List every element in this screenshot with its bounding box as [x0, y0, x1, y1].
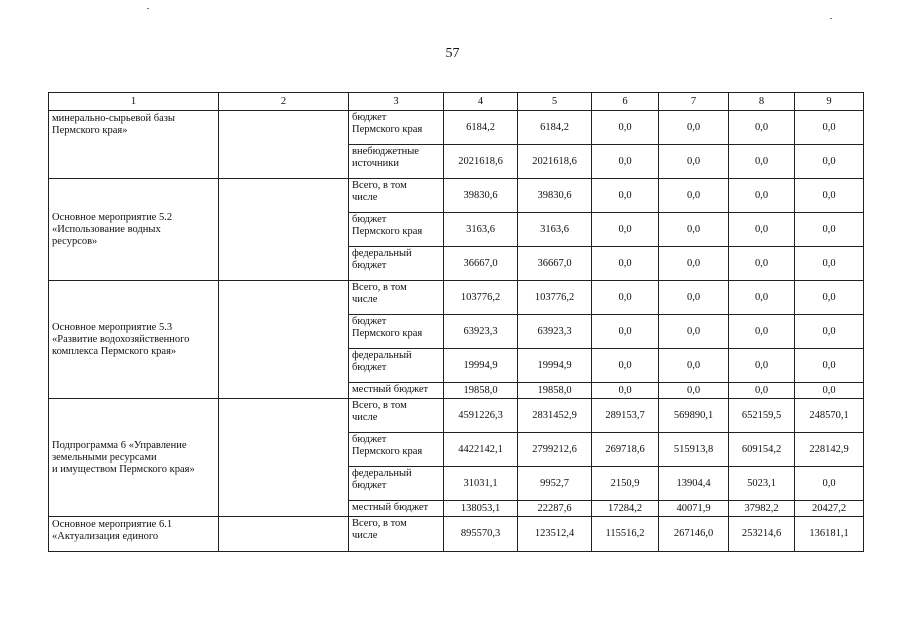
amount-cell: 115516,2	[592, 517, 659, 552]
funding-source: внебюджетные источники	[349, 145, 444, 179]
amount-cell: 0,0	[795, 145, 864, 179]
amount-cell: 37982,2	[729, 501, 795, 517]
amount-cell: 19858,0	[444, 383, 518, 399]
amount-cell: 0,0	[592, 145, 659, 179]
amount-cell: 895570,3	[444, 517, 518, 552]
amount-cell: 0,0	[795, 111, 864, 145]
column-header: 3	[349, 93, 444, 111]
column-number-row	[49, 93, 864, 111]
amount-cell: 0,0	[729, 349, 795, 383]
responsible-cell	[219, 517, 349, 552]
amount-cell: 0,0	[729, 145, 795, 179]
amount-cell: 0,0	[592, 315, 659, 349]
measure-name: Подпрограмма 6 «Управление земельными ресурсами и имуществом Пермского края»	[49, 399, 219, 517]
amount-cell: 19994,9	[518, 349, 592, 383]
funding-source: Всего, в том числе	[349, 517, 444, 552]
column-header: 9	[795, 93, 864, 111]
table-row	[49, 281, 864, 315]
table-row	[49, 111, 864, 145]
amount-cell: 569890,1	[659, 399, 729, 433]
table-row	[49, 517, 864, 552]
column-header: 8	[729, 93, 795, 111]
table-row	[49, 399, 864, 433]
measure-name: Основное мероприятие 5.2 «Использование водных ресурсов»	[49, 179, 219, 281]
funding-source: бюджет Пермского края	[349, 111, 444, 145]
column-header: 2	[219, 93, 349, 111]
funding-source: Всего, в том числе	[349, 281, 444, 315]
column-header: 6	[592, 93, 659, 111]
amount-cell: 17284,2	[592, 501, 659, 517]
amount-cell: 13904,4	[659, 467, 729, 501]
amount-cell: 269718,6	[592, 433, 659, 467]
amount-cell: 4422142,1	[444, 433, 518, 467]
amount-cell: 9952,7	[518, 467, 592, 501]
amount-cell: 0,0	[795, 349, 864, 383]
amount-cell: 19994,9	[444, 349, 518, 383]
amount-cell: 3163,6	[518, 213, 592, 247]
amount-cell: 138053,1	[444, 501, 518, 517]
table-body	[49, 111, 864, 552]
amount-cell: 4591226,3	[444, 399, 518, 433]
measure-name: Основное мероприятие 5.3 «Развитие водохозяйственного комплекса Пермского края»	[49, 281, 219, 399]
amount-cell: 2831452,9	[518, 399, 592, 433]
column-header: 7	[659, 93, 729, 111]
amount-cell: 5023,1	[729, 467, 795, 501]
table-row	[49, 179, 864, 213]
amount-cell: 515913,8	[659, 433, 729, 467]
amount-cell: 20427,2	[795, 501, 864, 517]
funding-source: бюджет Пермского края	[349, 213, 444, 247]
amount-cell: 0,0	[592, 247, 659, 281]
amount-cell: 0,0	[729, 281, 795, 315]
amount-cell: 0,0	[729, 383, 795, 399]
amount-cell: 0,0	[659, 111, 729, 145]
responsible-cell	[219, 111, 349, 179]
amount-cell: 0,0	[659, 281, 729, 315]
amount-cell: 0,0	[729, 179, 795, 213]
amount-cell: 0,0	[729, 315, 795, 349]
amount-cell: 0,0	[795, 247, 864, 281]
column-header: 4	[444, 93, 518, 111]
funding-source: Всего, в том числе	[349, 399, 444, 433]
funding-source: федеральный бюджет	[349, 467, 444, 501]
amount-cell: 2799212,6	[518, 433, 592, 467]
amount-cell: 39830,6	[444, 179, 518, 213]
amount-cell: 289153,7	[592, 399, 659, 433]
amount-cell: 0,0	[659, 213, 729, 247]
amount-cell: 0,0	[795, 315, 864, 349]
scan-speck	[147, 8, 149, 9]
responsible-cell	[219, 179, 349, 281]
amount-cell: 0,0	[729, 247, 795, 281]
funding-source: местный бюджет	[349, 501, 444, 517]
amount-cell: 652159,5	[729, 399, 795, 433]
amount-cell: 0,0	[729, 111, 795, 145]
amount-cell: 6184,2	[444, 111, 518, 145]
amount-cell: 228142,9	[795, 433, 864, 467]
amount-cell: 40071,9	[659, 501, 729, 517]
funding-source: федеральный бюджет	[349, 349, 444, 383]
amount-cell: 63923,3	[518, 315, 592, 349]
funding-source: федеральный бюджет	[349, 247, 444, 281]
amount-cell: 2021618,6	[444, 145, 518, 179]
amount-cell: 63923,3	[444, 315, 518, 349]
funding-source: местный бюджет	[349, 383, 444, 399]
amount-cell: 0,0	[729, 213, 795, 247]
scan-speck	[830, 18, 832, 19]
amount-cell: 609154,2	[729, 433, 795, 467]
amount-cell: 123512,4	[518, 517, 592, 552]
amount-cell: 0,0	[659, 315, 729, 349]
funding-source: бюджет Пермского края	[349, 433, 444, 467]
funding-source: Всего, в том числе	[349, 179, 444, 213]
amount-cell: 0,0	[659, 349, 729, 383]
amount-cell: 103776,2	[518, 281, 592, 315]
amount-cell: 19858,0	[518, 383, 592, 399]
amount-cell: 0,0	[795, 383, 864, 399]
responsible-cell	[219, 281, 349, 399]
column-header: 1	[49, 93, 219, 111]
amount-cell: 253214,6	[729, 517, 795, 552]
amount-cell: 136181,1	[795, 517, 864, 552]
amount-cell: 3163,6	[444, 213, 518, 247]
measure-name: Основное мероприятие 6.1 «Актуализация единого	[49, 517, 219, 552]
amount-cell: 6184,2	[518, 111, 592, 145]
amount-cell: 103776,2	[444, 281, 518, 315]
amount-cell: 2150,9	[592, 467, 659, 501]
funding-source: бюджет Пермского края	[349, 315, 444, 349]
amount-cell: 36667,0	[444, 247, 518, 281]
column-header: 5	[518, 93, 592, 111]
amount-cell: 36667,0	[518, 247, 592, 281]
amount-cell: 0,0	[592, 213, 659, 247]
amount-cell: 0,0	[659, 247, 729, 281]
amount-cell: 0,0	[795, 179, 864, 213]
measure-name: минерально-сырьевой базы Пермского края»	[49, 111, 219, 179]
amount-cell: 22287,6	[518, 501, 592, 517]
amount-cell: 31031,1	[444, 467, 518, 501]
amount-cell: 248570,1	[795, 399, 864, 433]
amount-cell: 0,0	[592, 349, 659, 383]
amount-cell: 0,0	[659, 383, 729, 399]
budget-table	[48, 92, 864, 552]
responsible-cell	[219, 399, 349, 517]
amount-cell: 0,0	[592, 179, 659, 213]
amount-cell: 2021618,6	[518, 145, 592, 179]
amount-cell: 0,0	[592, 281, 659, 315]
amount-cell: 0,0	[795, 467, 864, 501]
amount-cell: 0,0	[592, 111, 659, 145]
amount-cell: 0,0	[592, 383, 659, 399]
amount-cell: 0,0	[795, 213, 864, 247]
page-number: 57	[445, 46, 460, 61]
amount-cell: 0,0	[659, 145, 729, 179]
amount-cell: 39830,6	[518, 179, 592, 213]
amount-cell: 267146,0	[659, 517, 729, 552]
amount-cell: 0,0	[659, 179, 729, 213]
amount-cell: 0,0	[795, 281, 864, 315]
